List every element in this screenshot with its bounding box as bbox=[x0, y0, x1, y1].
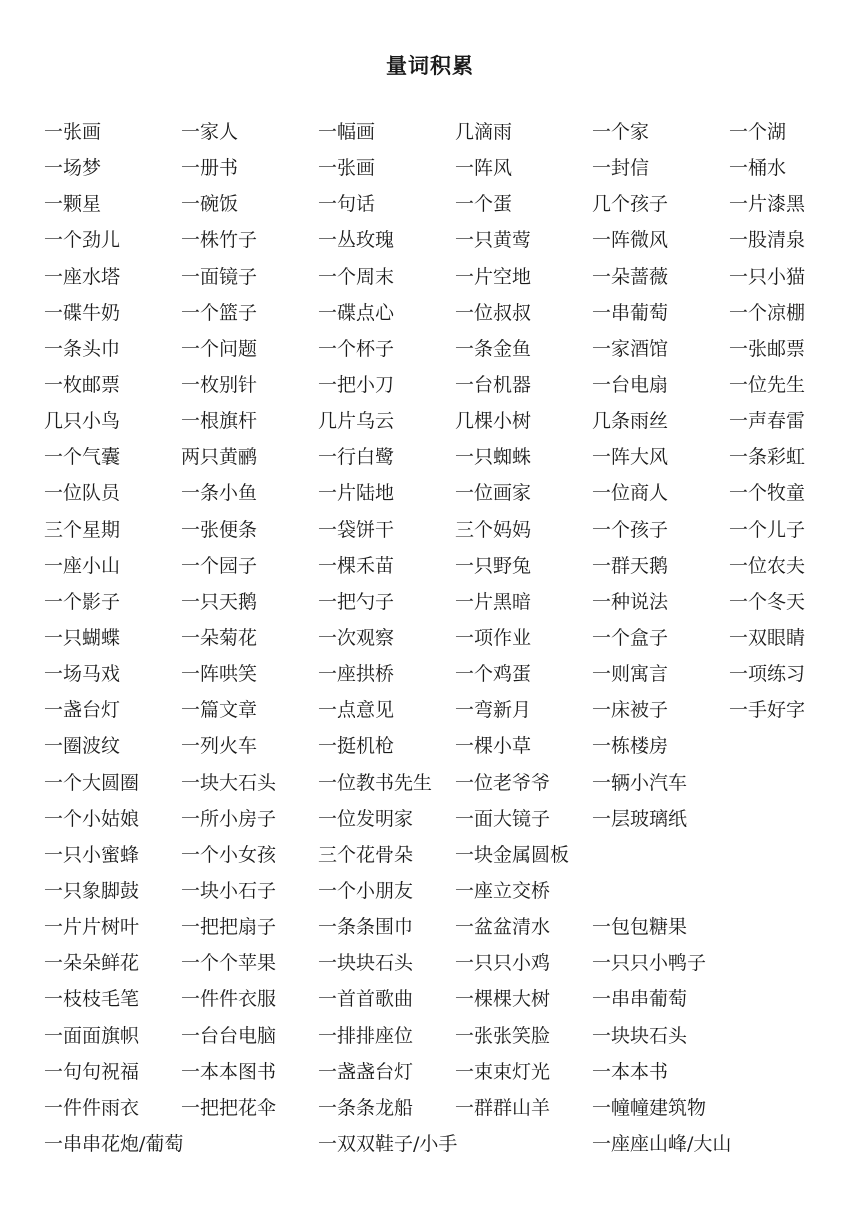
phrase: 一排排座位 bbox=[318, 1024, 414, 1047]
phrase: 一棵禾苗 bbox=[318, 554, 395, 577]
phrase: 一个小姑娘 bbox=[44, 807, 140, 830]
phrase: 一串葡萄 bbox=[592, 301, 669, 324]
phrase: 一张张笑脸 bbox=[455, 1024, 551, 1047]
phrase: 一桶水 bbox=[729, 157, 787, 180]
phrase: 一句话 bbox=[318, 193, 376, 216]
table-row bbox=[44, 186, 860, 222]
phrase: 一个儿子 bbox=[729, 518, 806, 541]
phrase: 一只野兔 bbox=[455, 554, 532, 577]
phrase: 一张画 bbox=[44, 121, 102, 144]
phrase: 两只黄鹂 bbox=[181, 446, 258, 469]
phrase: 一台电扇 bbox=[592, 374, 669, 397]
phrase: 一张邮票 bbox=[729, 337, 806, 360]
phrase: 一块块石头 bbox=[592, 1024, 688, 1047]
phrase: 一个冬天 bbox=[729, 590, 806, 613]
phrase: 一座立交桥 bbox=[455, 880, 551, 903]
phrase: 三个花骨朵 bbox=[318, 843, 414, 866]
phrase: 一首首歌曲 bbox=[318, 988, 414, 1011]
phrase: 一只小蜜蜂 bbox=[44, 843, 140, 866]
phrase: 一幅画 bbox=[318, 121, 376, 144]
phrase: 一块金属圆板 bbox=[455, 843, 570, 866]
phrase: 一丛玫瑰 bbox=[318, 229, 395, 252]
phrase: 一座座山峰/大山 bbox=[592, 1133, 732, 1155]
phrase: 几条雨丝 bbox=[592, 410, 669, 433]
phrase: 三个星期 bbox=[44, 518, 121, 541]
phrase: 一位教书先生 bbox=[318, 771, 433, 794]
phrase: 一点意见 bbox=[318, 699, 395, 722]
phrase: 一弯新月 bbox=[455, 699, 532, 722]
phrase: 一所小房子 bbox=[181, 807, 277, 830]
phrase: 一座拱桥 bbox=[318, 663, 395, 686]
phrase: 一朵蔷薇 bbox=[592, 265, 669, 288]
phrase: 一群群山羊 bbox=[455, 1096, 551, 1119]
phrase: 一栋楼房 bbox=[592, 735, 669, 758]
table-row bbox=[44, 909, 860, 945]
table-row bbox=[44, 295, 860, 331]
phrase: 一棵小草 bbox=[455, 735, 532, 758]
table-row bbox=[44, 331, 860, 367]
phrase: 一位先生 bbox=[729, 374, 806, 397]
phrase: 一片空地 bbox=[455, 265, 532, 288]
phrase: 一层玻璃纸 bbox=[592, 807, 688, 830]
phrase: 一件件雨衣 bbox=[44, 1096, 140, 1119]
phrase: 一个凉棚 bbox=[729, 301, 806, 324]
table-row bbox=[44, 1090, 860, 1126]
phrase: 一家酒馆 bbox=[592, 337, 669, 360]
table-row bbox=[44, 150, 860, 186]
phrase: 一只只小鸡 bbox=[455, 952, 551, 975]
phrase: 一枝枝毛笔 bbox=[44, 988, 140, 1011]
phrase: 一台机器 bbox=[455, 374, 532, 397]
phrase: 一包包糖果 bbox=[592, 916, 688, 939]
phrase: 一个园子 bbox=[181, 554, 258, 577]
phrase: 一种说法 bbox=[592, 590, 669, 613]
phrase: 一把把扇子 bbox=[181, 916, 277, 939]
phrase: 一碗饭 bbox=[181, 193, 239, 216]
phrase: 一幢幢建筑物 bbox=[592, 1096, 707, 1119]
phrase: 一条金鱼 bbox=[455, 337, 532, 360]
phrase: 一块块石头 bbox=[318, 952, 414, 975]
phrase: 一朵菊花 bbox=[181, 627, 258, 650]
phrase: 一位发明家 bbox=[318, 807, 414, 830]
measure-word-grid bbox=[44, 114, 860, 1162]
phrase: 一个小朋友 bbox=[318, 880, 414, 903]
phrase: 一张便条 bbox=[181, 518, 258, 541]
phrase: 一册书 bbox=[181, 157, 239, 180]
phrase: 一个家 bbox=[592, 121, 650, 144]
phrase: 一双双鞋子/小手 bbox=[318, 1133, 458, 1155]
table-row bbox=[44, 945, 860, 981]
phrase: 一朵朵鲜花 bbox=[44, 952, 140, 975]
phrase: 一手好字 bbox=[729, 699, 806, 722]
phrase: 一位老爷爷 bbox=[455, 771, 551, 794]
phrase: 一块小石子 bbox=[181, 880, 277, 903]
phrase: 一次观察 bbox=[318, 627, 395, 650]
phrase: 一挺机枪 bbox=[318, 735, 395, 758]
phrase: 一个湖 bbox=[729, 121, 787, 144]
phrase: 一位农夫 bbox=[729, 554, 806, 577]
phrase: 一个鸡蛋 bbox=[455, 663, 532, 686]
table-row bbox=[44, 259, 860, 295]
table-row bbox=[44, 367, 860, 403]
table-row bbox=[44, 801, 860, 837]
phrase: 几棵小树 bbox=[455, 410, 532, 433]
phrase: 一个大圆圈 bbox=[44, 771, 140, 794]
phrase: 几片乌云 bbox=[318, 410, 395, 433]
phrase: 一个盒子 bbox=[592, 627, 669, 650]
phrase: 一句句祝福 bbox=[44, 1060, 140, 1083]
phrase: 一面大镜子 bbox=[455, 807, 551, 830]
table-row bbox=[44, 548, 860, 584]
phrase: 一只只小鸭子 bbox=[592, 952, 707, 975]
phrase: 一个篮子 bbox=[181, 301, 258, 324]
phrase: 一把小刀 bbox=[318, 374, 395, 397]
table-row bbox=[44, 512, 860, 548]
table-row bbox=[44, 222, 860, 258]
table-row bbox=[44, 439, 860, 475]
table-row bbox=[44, 728, 860, 764]
phrase: 一片黑暗 bbox=[455, 590, 532, 613]
phrase: 一枚别针 bbox=[181, 374, 258, 397]
phrase: 一碟点心 bbox=[318, 301, 395, 324]
phrase: 一场梦 bbox=[44, 157, 102, 180]
phrase: 一条条龙船 bbox=[318, 1096, 414, 1119]
phrase: 一个牧童 bbox=[729, 482, 806, 505]
phrase: 一床被子 bbox=[592, 699, 669, 722]
phrase: 一棵棵大树 bbox=[455, 988, 551, 1011]
phrase: 一个劲儿 bbox=[44, 229, 121, 252]
phrase: 几只小鸟 bbox=[44, 410, 121, 433]
phrase: 一阵微风 bbox=[592, 229, 669, 252]
phrase: 一只象脚鼓 bbox=[44, 880, 140, 903]
phrase: 一声春雷 bbox=[729, 410, 806, 433]
phrase: 一项练习 bbox=[729, 663, 806, 686]
phrase: 一场马戏 bbox=[44, 663, 121, 686]
table-row-last bbox=[44, 1126, 860, 1162]
phrase: 一盆盆清水 bbox=[455, 916, 551, 939]
phrase: 一位队员 bbox=[44, 482, 121, 505]
phrase: 一串串花炮/葡萄 bbox=[44, 1133, 184, 1155]
phrase: 一只小猫 bbox=[729, 265, 806, 288]
table-row bbox=[44, 1018, 860, 1054]
phrase: 一个问题 bbox=[181, 337, 258, 360]
phrase: 一袋饼干 bbox=[318, 518, 395, 541]
page-title: 量词积累 bbox=[386, 53, 474, 78]
phrase: 一片陆地 bbox=[318, 482, 395, 505]
phrase: 一座小山 bbox=[44, 554, 121, 577]
phrase: 一双眼睛 bbox=[729, 627, 806, 650]
table-row bbox=[44, 114, 860, 150]
table-row bbox=[44, 656, 860, 692]
table-row bbox=[44, 1054, 860, 1090]
phrase: 一座水塔 bbox=[44, 265, 121, 288]
phrase: 一项作业 bbox=[455, 627, 532, 650]
phrase: 一个孩子 bbox=[592, 518, 669, 541]
phrase: 一条头巾 bbox=[44, 337, 121, 360]
phrase: 一家人 bbox=[181, 121, 239, 144]
phrase: 一条小鱼 bbox=[181, 482, 258, 505]
phrase: 一位商人 bbox=[592, 482, 669, 505]
phrase: 一只蝴蝶 bbox=[44, 627, 121, 650]
phrase: 一则寓言 bbox=[592, 663, 669, 686]
phrase: 一件件衣服 bbox=[181, 988, 277, 1011]
phrase: 一把勺子 bbox=[318, 590, 395, 613]
phrase: 一面面旗帜 bbox=[44, 1024, 140, 1047]
phrase: 一盏盏台灯 bbox=[318, 1060, 414, 1083]
phrase: 一只黄莺 bbox=[455, 229, 532, 252]
phrase: 一本本书 bbox=[592, 1060, 669, 1083]
table-row bbox=[44, 873, 860, 909]
phrase: 一辆小汽车 bbox=[592, 771, 688, 794]
phrase: 一台台电脑 bbox=[181, 1024, 277, 1047]
phrase: 一把把花伞 bbox=[181, 1096, 277, 1119]
phrase: 一本本图书 bbox=[181, 1060, 277, 1083]
table-row bbox=[44, 620, 860, 656]
phrase: 一封信 bbox=[592, 157, 650, 180]
phrase: 一碟牛奶 bbox=[44, 301, 121, 324]
phrase: 一面镜子 bbox=[181, 265, 258, 288]
phrase: 一阵哄笑 bbox=[181, 663, 258, 686]
phrase: 一个个苹果 bbox=[181, 952, 277, 975]
phrase: 一只天鹅 bbox=[181, 590, 258, 613]
table-row bbox=[44, 403, 860, 439]
phrase: 一株竹子 bbox=[181, 229, 258, 252]
phrase: 一盏台灯 bbox=[44, 699, 121, 722]
phrase: 一行白鹭 bbox=[318, 446, 395, 469]
phrase: 一位叔叔 bbox=[455, 301, 532, 324]
phrase: 一位画家 bbox=[455, 482, 532, 505]
phrase: 一群天鹅 bbox=[592, 554, 669, 577]
phrase: 一个蛋 bbox=[455, 193, 513, 216]
phrase: 一枚邮票 bbox=[44, 374, 121, 397]
phrase: 一圈波纹 bbox=[44, 735, 121, 758]
table-row bbox=[44, 475, 860, 511]
table-row bbox=[44, 981, 860, 1017]
phrase: 一束束灯光 bbox=[455, 1060, 551, 1083]
phrase: 一条彩虹 bbox=[729, 446, 806, 469]
phrase: 一股清泉 bbox=[729, 229, 806, 252]
phrase: 一阵大风 bbox=[592, 446, 669, 469]
table-row bbox=[44, 765, 860, 801]
phrase: 一个影子 bbox=[44, 590, 121, 613]
phrase: 几个孩子 bbox=[592, 193, 669, 216]
phrase: 三个妈妈 bbox=[455, 518, 532, 541]
phrase: 一串串葡萄 bbox=[592, 988, 688, 1011]
phrase: 一个杯子 bbox=[318, 337, 395, 360]
table-row bbox=[44, 692, 860, 728]
phrase: 一列火车 bbox=[181, 735, 258, 758]
phrase: 一颗星 bbox=[44, 193, 102, 216]
phrase: 一个气囊 bbox=[44, 446, 121, 469]
table-row bbox=[44, 837, 860, 873]
phrase: 一张画 bbox=[318, 157, 376, 180]
phrase: 一只蜘蛛 bbox=[455, 446, 532, 469]
phrase: 一根旗杆 bbox=[181, 410, 258, 433]
table-row bbox=[44, 584, 860, 620]
phrase: 一块大石头 bbox=[181, 771, 277, 794]
phrase: 一片片树叶 bbox=[44, 916, 140, 939]
phrase: 一阵风 bbox=[455, 157, 513, 180]
phrase: 一个小女孩 bbox=[181, 843, 277, 866]
phrase: 一条条围巾 bbox=[318, 916, 414, 939]
phrase: 一片漆黑 bbox=[729, 193, 806, 216]
phrase: 一篇文章 bbox=[181, 699, 258, 722]
phrase: 几滴雨 bbox=[455, 121, 513, 144]
phrase: 一个周末 bbox=[318, 265, 395, 288]
